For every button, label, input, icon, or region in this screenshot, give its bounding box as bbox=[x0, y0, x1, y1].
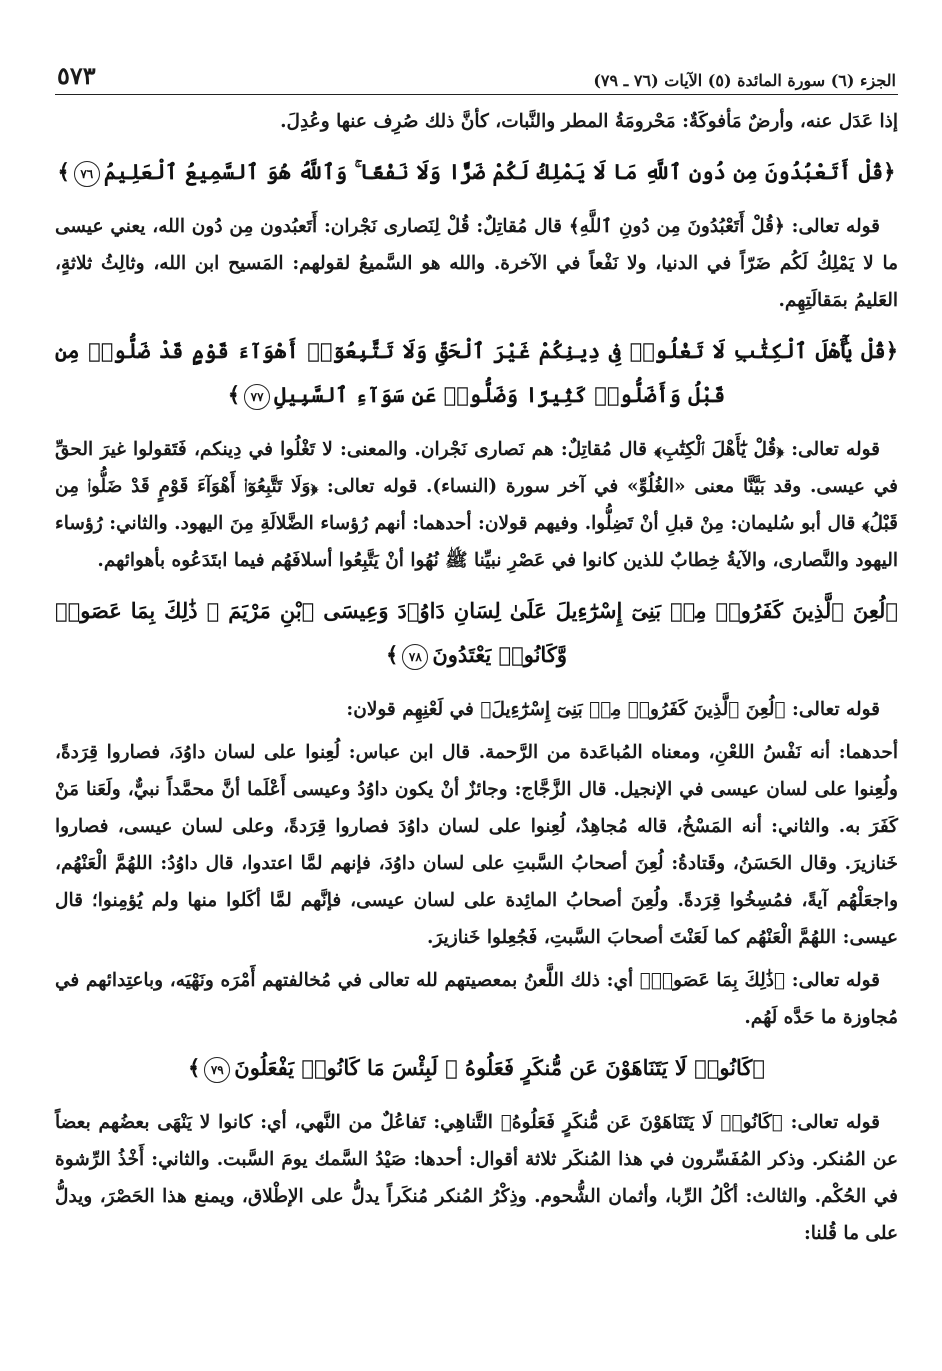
paragraph: قوله تعالى: ﴿كَانُوا۟ لَا يَتَنَاهَوْنَ عَن مُّنكَرٍ فَعَلُوهُ﴾ التَّناهِي: تَفاعُلٌ من النَّهي، أي: كانوا لا يَنْهَى بعضُهم بعضاً عن المُنكر. وذكر المُفَسِّرون في هذا المُنكَر ثلاثة أقوال: أحدها: صَيْدُ السَّمك يومَ السَّبت. والثاني: أَخْذُ الرِّشوة في الحُكْم. والثالث: أكْلُ الرِّبا، وأثمان الشُّحوم. وذِكْرُ المُنكر مُنكَراً يدلُّ على الإطْلاق، ويمنع هذا الحَصْرَ، ويدلُّ على ما قُلنا: bbox=[55, 1112, 898, 1244]
verse-number: ٧٨ bbox=[402, 644, 428, 670]
paragraph: إذا عَدَل عنه، وأرضٌ مَأفوكَةٌ: مَحْرومَةُ المطر والنَّبات، كأنَّ ذلك صُرِف عنها وعُدِلَ. bbox=[280, 111, 898, 132]
verse-number: ٧٦ bbox=[74, 161, 100, 187]
page-header bbox=[55, 56, 898, 95]
verse-text: ﴿قُلْ يَٰٓأَهْلَ ٱلْكِتَٰبِ لَا تَغْلُوا۟ فِى دِينِكُمْ غَيْرَ ٱلْحَقِّ وَلَا تَتَّبِعُوٓا۟ أَهْوَآءَ قَوْمٍ قَدْ ضَلُّوا۟ مِن قَبْلُ وَأَضَلُّوا۟ كَثِيرًا وَضَلُّوا۟ عَن سَوَآءِ ٱلسَّبِيلِ bbox=[55, 338, 898, 407]
paragraph: قوله تعالى: ﴿قُلْ يَٰٓأَهْلَ ٱلْكِتَٰبِ﴾ قال مُقاتِلٌ: هم نَصارى نَجْران. والمعنى: لا تَغْلُوا في دِينكم، فَتَقولوا غيرَ الحقِّ في عيسى. وقد بَيَّنَّا معنى «الغُلُوِّ» في آخر سورة (النساء). قوله تعالى: ﴿وَلَا تَتَّبِعُوٓا۟ أَهْوَآءَ قَوْمٍ قَدْ ضَلُّوا۟ مِن قَبْلُ﴾ قال أبو سُليمان: مِنْ قبلِ أنْ تَضِلُّوا. وفيهم قولان: أحدهما: أنهم رُؤساء الضَّلالَةِ مِنَ اليهود. والثاني: رُؤساء اليهود والنَّصارى، والآيةُ خِطابٌ للذين كانوا في عَصْرِ نبيِّنا ﷺ نُهُوا أنْ يَتَّبِعُوا أسلافَهُم فيما ابتَدَعُوه بأهوائهم. bbox=[55, 439, 898, 571]
running-head: الجزء (٦) سورة المائدة (٥) الآيات (٧٦ ـ ٧٩) bbox=[593, 71, 896, 90]
quran-verse: ﴿كَانُوا۟ لَا يَتَنَاهَوْنَ عَن مُّنكَرٍ فَعَلُوهُ ۚ لَبِئْسَ مَا كَانُوا۟ يَفْعَلُونَ٧٩﴾ bbox=[55, 1046, 898, 1090]
verse-text: ﴿لُعِنَ ٱلَّذِينَ كَفَرُوا۟ مِنۢ بَنِىٓ إِسْرَٰٓءِيلَ عَلَىٰ لِسَانِ دَاوُۥدَ وَعِيسَى ٱبْنِ مَرْيَمَ ۚ ذَٰلِكَ بِمَا عَصَوا۟ وَّكَانُوا۟ يَعْتَدُونَ bbox=[55, 598, 898, 667]
quran-verse: ﴿قُلْ يَٰٓأَهْلَ ٱلْكِتَٰبِ لَا تَغْلُوا۟ فِى دِينِكُمْ غَيْرَ ٱلْحَقِّ وَلَا تَتَّبِعُوٓا۟ أَهْوَآءَ قَوْمٍ قَدْ ضَلُّوا۟ مِن قَبْلُ وَأَضَلُّوا۟ كَثِيرًا وَضَلُّوا۟ عَن سَوَآءِ ٱلسَّبِيلِ٧٧﴾ bbox=[55, 329, 898, 417]
book-page bbox=[55, 56, 898, 1346]
paragraph: قوله تعالى: ﴿لُعِنَ ٱلَّذِينَ كَفَرُوا۟ مِنۢ بَنِىٓ إِسْرَٰٓءِيلَ﴾ في لَعْنِهِم قولان: bbox=[346, 699, 880, 720]
quran-verse: ﴿لُعِنَ ٱلَّذِينَ كَفَرُوا۟ مِنۢ بَنِىٓ إِسْرَٰٓءِيلَ عَلَىٰ لِسَانِ دَاوُۥدَ وَعِيسَى ٱبْنِ مَرْيَمَ ۚ ذَٰلِكَ بِمَا عَصَوا۟ وَّكَانُوا۟ يَعْتَدُونَ٧٨﴾ bbox=[55, 589, 898, 677]
quran-verse: ﴿قُلْ أَتَعْبُدُونَ مِن دُونِ ٱللَّهِ مَا لَا يَمْلِكُ لَكُمْ ضَرًّا وَلَا نَفْعًا ۚ وَٱللَّهُ هُوَ ٱلسَّمِيعُ ٱلْعَلِيمُ٧٦﴾ bbox=[55, 150, 898, 194]
page-number: ٥٧٣ bbox=[57, 61, 96, 90]
verse-number: ٧٧ bbox=[244, 384, 270, 410]
paragraph: قوله تعالى: ﴿قُلْ أَتَعْبُدُونَ مِن دُونِ ٱللَّهِ﴾ قال مُقاتِلٌ: قُلْ لِنَصارى نَجْران: أَتَعبُدون مِن دُون الله، يعني عيسى ما لا يَمْلِكُ لَكُم ضَرّاً في الدنيا، ولا نَفْعاً في الآخرة. والله هو السَّميعُ لقولهم: المَسيح ابن الله، وثالِثُ ثلاثةٍ، العَليمُ بمَقالَتِهِم. bbox=[55, 216, 898, 311]
verse-text: ﴿قُلْ أَتَعْبُدُونَ مِن دُونِ ٱللَّهِ مَا لَا يَمْلِكُ لَكُمْ ضَرًّا وَلَا نَفْعًا ۚ وَٱللَّهُ هُوَ ٱلسَّمِيعُ ٱلْعَلِيمُ bbox=[103, 159, 896, 184]
paragraph: قوله تعالى: ﴿ذَٰلِكَ بِمَا عَصَوا۟﴾ أي: ذلك اللَّعنُ بمعصيتهم لله تعالى في مُخالفتهم أَمْرَه ونَهْيَه، وباعتِدائهم في مُجاوزة ما حَدَّه لَهُم. bbox=[55, 970, 898, 1028]
page-body bbox=[55, 95, 898, 1252]
verse-text: ﴿كَانُوا۟ لَا يَتَنَاهَوْنَ عَن مُّنكَرٍ فَعَلُوهُ ۚ لَبِئْسَ مَا كَانُوا۟ يَفْعَلُونَ bbox=[234, 1055, 766, 1080]
verse-number: ٧٩ bbox=[204, 1057, 230, 1083]
paragraph: أحدهما: أنه نَفْسُ اللعْنِ، ومعناه المُباعَدة من الرَّحمة. قال ابن عباس: لُعِنوا على لسان داوُدَ، فصاروا قِرَدةً، ولُعِنوا على لسان عيسى في الإنجيل. قال الزَّجَّاج: وجائزٌ أنْ يكون داوُدُ وعيسى أَعْلَما أنَّ محمَّداً نبيٌّ، ولَعَنا مَنْ كَفَرَ به. والثاني: أنه المَسْخُ، قاله مُجاهِدٌ، لُعِنوا على لسان داوُدَ فصاروا قِرَدةً، وعلى لسان عيسى، فصاروا خَنازيرَ. وقال الحَسَنُ، وقَتادةُ: لُعِنَ أصحابُ السَّبتِ على لسان داوُدَ، فإنهم لمَّا اعتدوا، قال داوُدُ: اللهُمَّ الْعَنْهُم، واجعَلْهُم آيةً، فمُسِخُوا قِرَدةً. ولُعِنَ أصحابُ المائِدة على لسان عيسى، فإنَّهم لمَّا أكَلوا منها ولم يُؤمِنوا؛ قال عيسى: اللهُمَّ الْعَنْهُم كما لَعَنْتَ أصحابَ السَّبتِ، فَجُعِلوا خَنازيرَ. bbox=[55, 742, 898, 948]
